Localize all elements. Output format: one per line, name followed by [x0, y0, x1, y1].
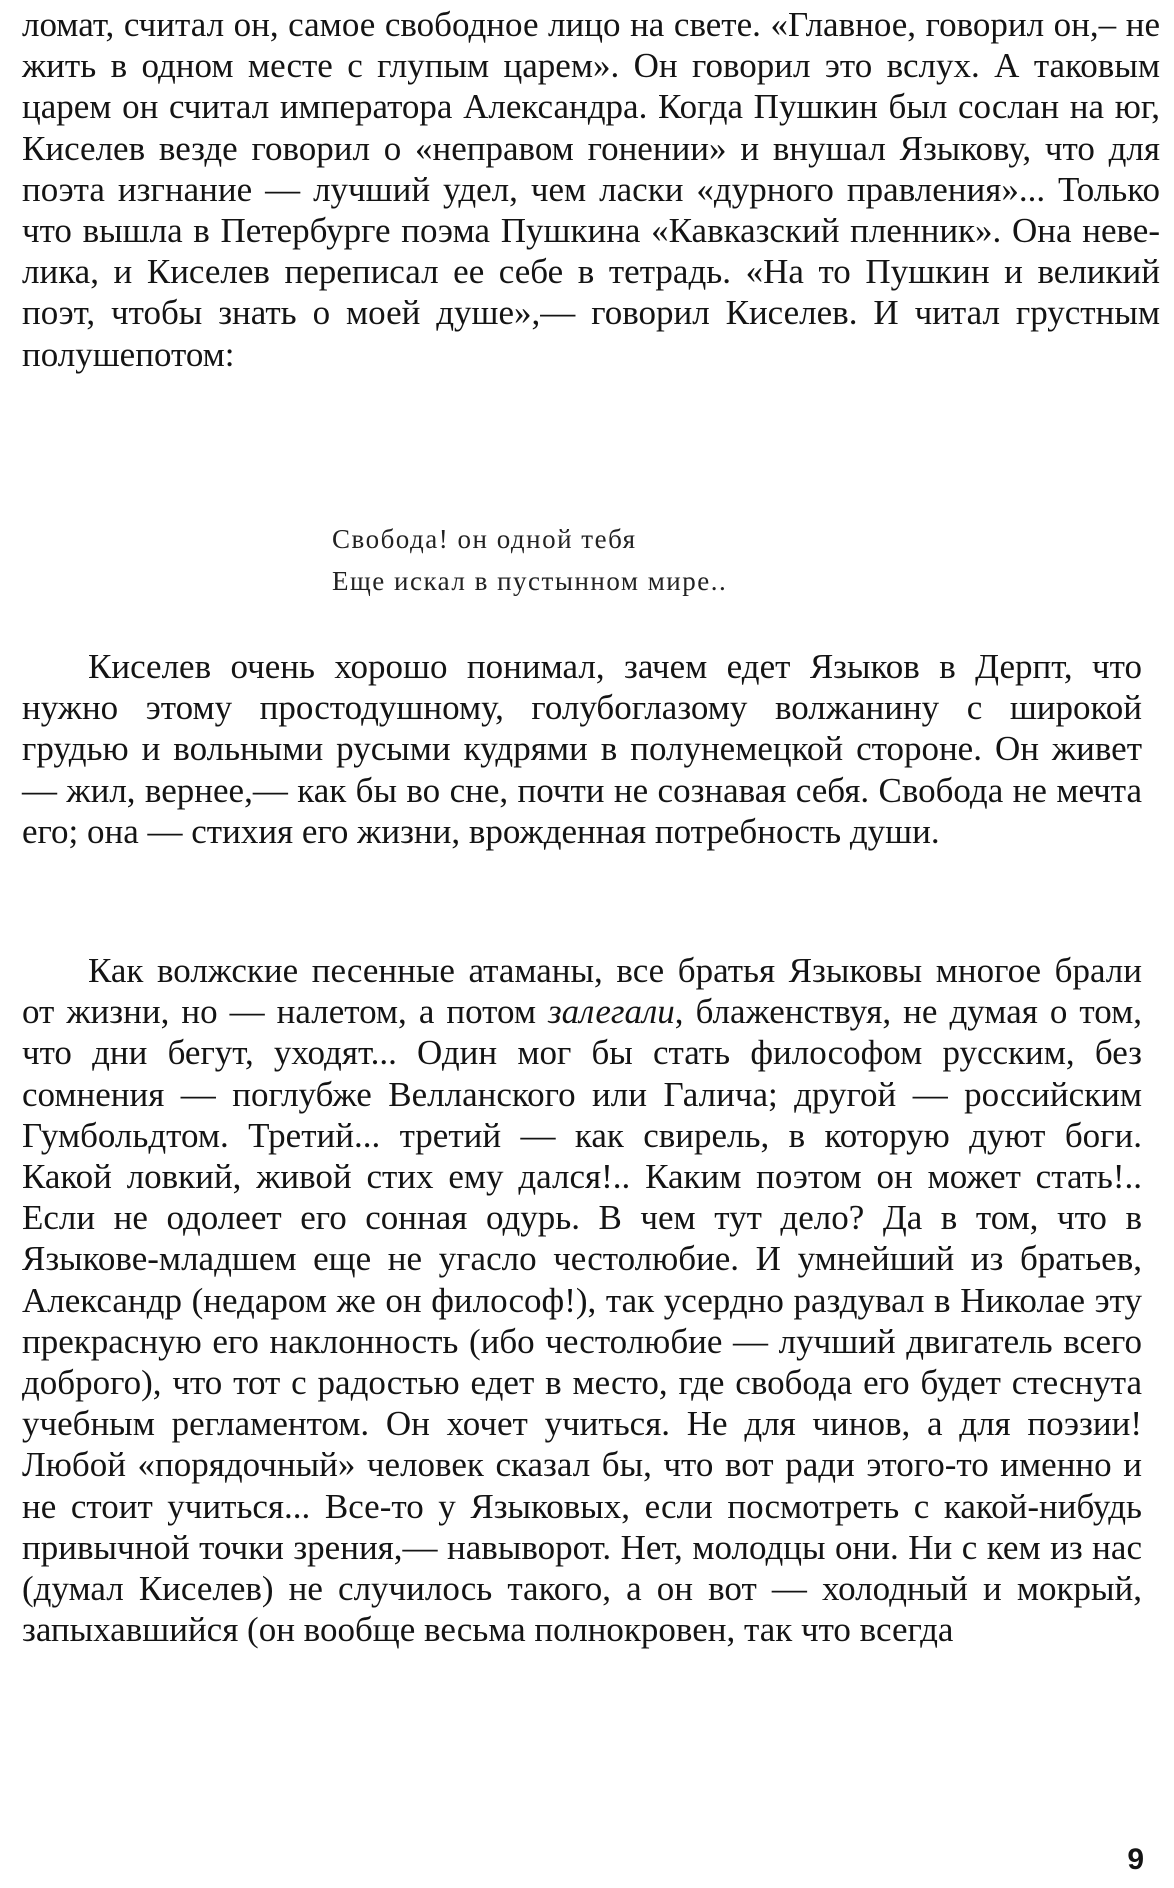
paragraph-3 [22, 950, 1142, 1650]
book-page [22, 0, 1162, 1888]
paragraph-3-part-b: , блаженствуя, не думая о том, что дни бегут, уходят... Один мог бы стать философом русским, без сомнения — поглубже Велланского или Галича; другой — российским Гумбольдтом. Третий... третий — как свирель, в которую дуют боги. Какой ловкий, живой стих ему дался!.. Каким поэтом он может стать!.. Если не одолеет его сонная одурь. В чем тут дело? Да в том, что в Языкове-младшем еще не угасло честолюбие. И умнейший из братьев, Александр (недаром же он философ!), так усердно раздувал в Николае эту прекрасную его наклонность (ибо честолюбие — лучший двигатель всего доброго), что тот с радостью едет в место, где свобода его будет стеснута учебным регламентом. Он хочет учиться. Не для чинов, а для поэзии! Любой «порядочный» человек сказал бы, что вот ради этого-то именно и не стоит учиться... Все-то у Языковых, если посмотреть с какой-нибудь привычной точки зрения,— навыворот. Нет, молодцы они. Ни с кем из нас (думал Киселев) не случилось такого, а он вот — холодный и мокрый, запыхавшийся (он вообще весьма полнокровен, так что всегда [22, 992, 1142, 1650]
paragraph-2: Киселев очень хорошо понимал, зачем едет Языков в Дерпт, что нужно этому простодушному, голубоглазому волжанину с широкой грудью и вольными русыми кудрями в полунемецкой стороне. Он живет — жил, вернее,— как бы во сне, почти не сознавая себя. Свобода не мечта его; она — стихия его жизни, врожденная потребность души. [22, 647, 1142, 851]
page-number: 9 [1127, 1843, 1144, 1876]
paragraph-3-part-a: Как волжские песенные атаманы, все братья Языковы многое брали от жизни, но — налетом, а потом [22, 951, 1142, 1032]
paragraph-3-emphasis: залегали [548, 992, 675, 1032]
verse-quote [332, 518, 727, 602]
verse-line-1: Свобода! он одной тебя [332, 524, 637, 554]
paragraph-1: ломат, считал он, самое свободное лицо на свете. «Главное, говорил он,– не жить в одном месте с глупым царем». Он говорил это вслух. А таковым царем он считал императора Александра. Когда Пушкин был сослан на юг, Киселев везде говорил о «неправом гонении» и внушал Языкову, что для поэта изгнание — лучший удел, чем ласки «дурного правления»... Только что вышла в Петербурге поэма Пушкина «Кавказский пленник». Она невелика, и Киселев переписал ее себе в тетрадь. «На то Пушкин и великий поэт, чтобы знать о моей душе»,— говорил Киселев. И читал грустным полушепотом: [22, 5, 1160, 374]
verse-line-2: Еще искал в пустынном мире.. [332, 566, 728, 596]
